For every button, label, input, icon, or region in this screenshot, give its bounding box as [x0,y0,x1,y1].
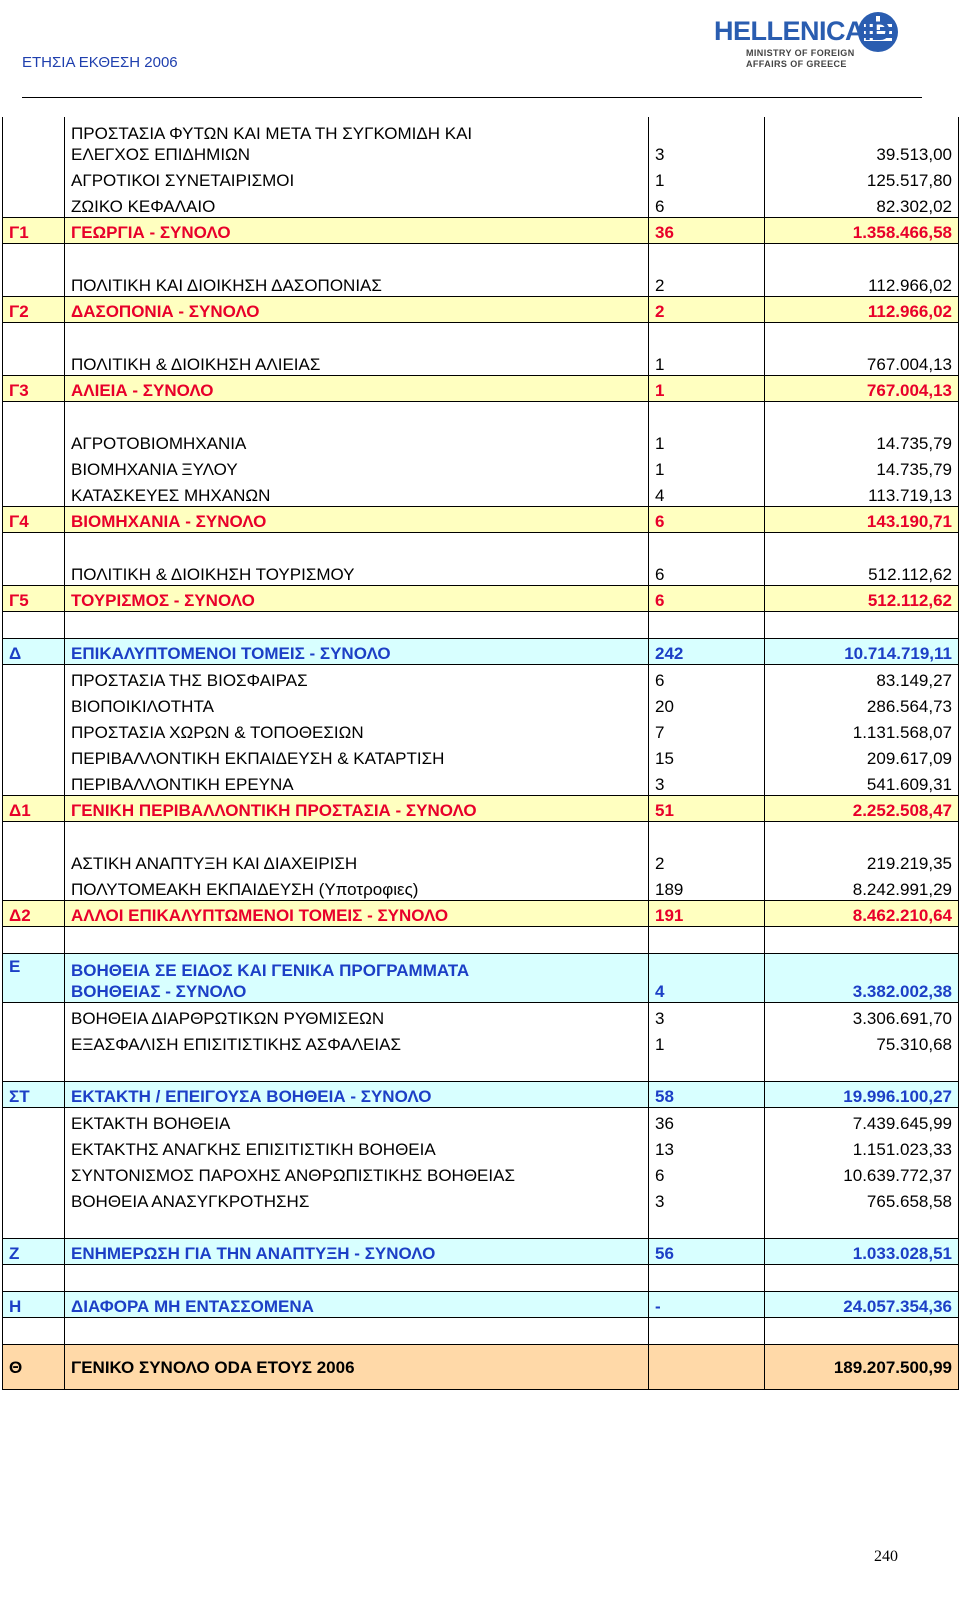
row-label: ΕΚΤΑΚΤΗΣ ΑΝΑΓΚΗΣ ΕΠΙΣΙΤΙΣΤΙΚΗ ΒΟΗΘΕΙΑ [65,1134,649,1160]
row-count: 15 [649,743,765,769]
row-amount: 14.735,79 [765,454,959,480]
row-label: ΑΛΛΟΙ ΕΠΙΚΑΛΥΠΤΩΜΕΝΟΙ ΤΟΜΕΙΣ - ΣΥΝΟΛΟ [65,901,649,927]
subtotal-row [3,218,959,244]
logo-subtitle-line-1: MINISTRY OF FOREIGN [746,48,855,58]
hellenicaid-logo [714,8,924,70]
row-code [3,665,65,692]
row-code [3,480,65,507]
row-label: ΤΟΥΡΙΣΜΟΣ - ΣΥΝΟΛΟ [65,586,649,612]
spacer-row [3,533,959,560]
row-amount: 209.617,09 [765,743,959,769]
row-count: 2 [649,848,765,874]
row-amount: 8.462.210,64 [765,901,959,927]
row-code [3,454,65,480]
row-label: ΚΑΤΑΣΚΕΥΕΣ ΜΗΧΑΝΩΝ [65,480,649,507]
table-row [3,665,959,692]
row-code [3,165,65,191]
section-total-row [3,954,959,1003]
spacer-row [3,1055,959,1082]
row-amount: 7.439.645,99 [765,1108,959,1135]
table-row [3,191,959,218]
spacer-row [3,402,959,429]
row-count: 3 [649,117,765,165]
row-label: ΠΡΟΣΤΑΣΙΑ ΤΗΣ ΒΙΟΣΦΑΙΡΑΣ [65,665,649,692]
table-row [3,717,959,743]
row-label: ΑΓΡΟΤΟΒΙΟΜΗΧΑΝΙΑ [65,428,649,454]
table-row [3,117,959,165]
table-row [3,848,959,874]
table-row [3,769,959,796]
row-code: Θ [3,1345,65,1390]
row-count: 1 [649,376,765,402]
spacer-row [3,1265,959,1292]
section-total-row [3,1239,959,1265]
row-count: 51 [649,796,765,822]
table-row [3,349,959,376]
row-code: Γ2 [3,297,65,323]
spacer-row [3,1318,959,1345]
row-amount: 1.358.466,58 [765,218,959,244]
row-code [3,1160,65,1186]
table-row [3,454,959,480]
subtotal-row [3,297,959,323]
row-label: ΣΥΝΤΟΝΙΣΜΟΣ ΠΑΡΟΧΗΣ ΑΝΘΡΩΠΙΣΤΙΚΗΣ ΒΟΗΘΕΙΑΣ [65,1160,649,1186]
row-amount: 14.735,79 [765,428,959,454]
row-count: 3 [649,1003,765,1030]
row-label: ΒΟΗΘΕΙΑ ΑΝΑΣΥΓΚΡΟΤΗΣΗΣ [65,1186,649,1212]
row-amount: 39.513,00 [765,117,959,165]
row-amount: 143.190,71 [765,507,959,533]
row-amount: 3.306.691,70 [765,1003,959,1030]
row-count: 6 [649,1160,765,1186]
row-label: ΕΝΗΜΕΡΩΣΗ ΓΙΑ ΤΗΝ ΑΝΑΠΤΥΞΗ - ΣΥΝΟΛΟ [65,1239,649,1265]
row-code [3,117,65,165]
row-label: ΒΙΟΠΟΙΚΙΛΟΤΗΤΑ [65,691,649,717]
spacer-row [3,244,959,271]
row-code: Δ1 [3,796,65,822]
row-code: ΣΤ [3,1082,65,1108]
row-amount: 83.149,27 [765,665,959,692]
section-total-row [3,1082,959,1108]
row-amount: 24.057.354,36 [765,1292,959,1318]
table-row [3,428,959,454]
table-row [3,1134,959,1160]
table-row [3,1003,959,1030]
row-code [3,769,65,796]
spacer-row [3,1212,959,1239]
row-label: ΕΚΤΑΚΤΗ ΒΟΗΘΕΙΑ [65,1108,649,1135]
row-label: ΒΟΗΘΕΙΑ ΣΕ ΕΙΔΟΣ ΚΑΙ ΓΕΝΙΚΑ ΠΡΟΓΡΑΜΜΑΤΑ ΒΟΗΘΕΙΑΣ - ΣΥΝΟΛΟ [65,954,649,1003]
row-count: 56 [649,1239,765,1265]
row-count: 6 [649,586,765,612]
row-count: 189 [649,874,765,901]
oda-sector-table [2,117,959,1390]
row-label: ΠΟΛΙΤΙΚΗ & ΔΙΟΙΚΗΣΗ ΤΟΥΡΙΣΜΟΥ [65,559,649,586]
row-label: ΒΙΟΜΗΧΑΝΙΑ - ΣΥΝΟΛΟ [65,507,649,533]
row-label: ΓΕΝΙΚΗ ΠΕΡΙΒΑΛΛΟΝΤΙΚΗ ΠΡΟΣΤΑΣΙΑ - ΣΥΝΟΛΟ [65,796,649,822]
subtotal-row [3,586,959,612]
row-code: Η [3,1292,65,1318]
row-count: 7 [649,717,765,743]
row-count: 4 [649,480,765,507]
subtotal-row [3,796,959,822]
row-amount: 2.252.508,47 [765,796,959,822]
row-count: 1 [649,349,765,376]
row-count: 20 [649,691,765,717]
row-count: 36 [649,218,765,244]
table-row [3,480,959,507]
row-count: 13 [649,1134,765,1160]
row-code: Γ4 [3,507,65,533]
row-code [3,1003,65,1030]
spacer-row [3,612,959,639]
table-row [3,743,959,769]
row-code: Δ2 [3,901,65,927]
row-amount: 10.639.772,37 [765,1160,959,1186]
row-code [3,848,65,874]
spacer-row [3,927,959,954]
row-code [3,428,65,454]
row-amount: 219.219,35 [765,848,959,874]
row-code [3,743,65,769]
header-rule [22,97,922,98]
table-row [3,874,959,901]
row-label: ΕΚΤΑΚΤΗ / ΕΠΕΙΓΟΥΣΑ ΒΟΗΘΕΙΑ - ΣΥΝΟΛΟ [65,1082,649,1108]
row-code [3,1029,65,1055]
row-count: 36 [649,1108,765,1135]
row-count: 2 [649,297,765,323]
row-code [3,191,65,218]
row-label: ΠΟΛΙΤΙΚΗ ΚΑΙ ΔΙΟΙΚΗΣΗ ΔΑΣΟΠΟΝΙΑΣ [65,270,649,297]
row-code: Ε [3,954,65,1003]
row-label: ΑΓΡΟΤΙΚΟΙ ΣΥΝΕΤΑΙΡΙΣΜΟΙ [65,165,649,191]
row-amount: 75.310,68 [765,1029,959,1055]
row-code: Γ3 [3,376,65,402]
row-label: ΒΟΗΘΕΙΑ ΔΙΑΡΘΡΩΤΙΚΩΝ ΡΥΘΜΙΣΕΩΝ [65,1003,649,1030]
row-amount: 767.004,13 [765,349,959,376]
row-label: ΖΩΙΚΟ ΚΕΦΑΛΑΙΟ [65,191,649,218]
grand-total-row [3,1345,959,1390]
row-code [3,1108,65,1135]
section-total-row [3,1292,959,1318]
row-label: ΑΛΙΕΙΑ - ΣΥΝΟΛΟ [65,376,649,402]
row-count: 58 [649,1082,765,1108]
row-code: Δ [3,639,65,665]
row-label: ΠΡΟΣΤΑΣΙΑ ΧΩΡΩΝ & ΤΟΠΟΘΕΣΙΩΝ [65,717,649,743]
row-amount: 1.033.028,51 [765,1239,959,1265]
subtotal-row [3,507,959,533]
row-code [3,559,65,586]
row-amount: 82.302,02 [765,191,959,218]
table-row [3,559,959,586]
row-label: ΔΙΑΦΟΡΑ ΜΗ ΕΝΤΑΣΣΟΜΕΝΑ [65,1292,649,1318]
table-row [3,270,959,297]
row-amount: 512.112,62 [765,559,959,586]
table-row [3,1029,959,1055]
page-number: 240 [874,1548,898,1565]
row-amount: 541.609,31 [765,769,959,796]
row-label: ΑΣΤΙΚΗ ΑΝΑΠΤΥΞΗ ΚΑΙ ΔΙΑΧΕΙΡΙΣΗ [65,848,649,874]
row-label: ΠΕΡΙΒΑΛΛΟΝΤΙΚΗ ΕΚΠΑΙΔΕΥΣΗ & ΚΑΤΑΡΤΙΣΗ [65,743,649,769]
report-title: ΕΤΗΣΙΑ ΕΚΘΕΣΗ 2006 [22,54,178,71]
row-code [3,349,65,376]
row-code [3,1186,65,1212]
row-amount: 113.719,13 [765,480,959,507]
row-amount: 765.658,58 [765,1186,959,1212]
row-label: ΓΕΩΡΓΙΑ - ΣΥΝΟΛΟ [65,218,649,244]
row-label: ΠΕΡΙΒΑΛΛΟΝΤΙΚΗ ΕΡΕΥΝΑ [65,769,649,796]
logo-wordmark: HELLENICAID [714,16,890,46]
section-total-row [3,639,959,665]
row-code [3,270,65,297]
row-count: 3 [649,1186,765,1212]
row-code: Ζ [3,1239,65,1265]
row-label: ΠΟΛΙΤΙΚΗ & ΔΙΟΙΚΗΣΗ ΑΛΙΕΙΑΣ [65,349,649,376]
table-row [3,1160,959,1186]
row-amount: 19.996.100,27 [765,1082,959,1108]
row-amount: 1.131.568,07 [765,717,959,743]
row-count: 1 [649,165,765,191]
row-count: 3 [649,769,765,796]
spacer-row [3,323,959,350]
row-amount: 10.714.719,11 [765,639,959,665]
row-code: Γ5 [3,586,65,612]
row-amount: 1.151.023,33 [765,1134,959,1160]
row-count: 6 [649,191,765,218]
row-count: 1 [649,428,765,454]
row-code: Γ1 [3,218,65,244]
row-count: 1 [649,1029,765,1055]
row-count: 1 [649,454,765,480]
row-label: ΓΕΝΙΚΟ ΣΥΝΟΛΟ ODA ΕΤΟΥΣ 2006 [65,1345,649,1390]
row-count: 6 [649,559,765,586]
row-count [649,1345,765,1390]
row-count: 191 [649,901,765,927]
row-label: ΕΞΑΣΦΑΛΙΣΗ ΕΠΙΣΙΤΙΣΤΙΚΗΣ ΑΣΦΑΛΕΙΑΣ [65,1029,649,1055]
row-amount: 3.382.002,38 [765,954,959,1003]
logo-subtitle-line-2: AFFAIRS OF GREECE [746,59,847,69]
table-row [3,1108,959,1135]
row-count: 6 [649,665,765,692]
row-label: ΠΡΟΣΤΑΣΙΑ ΦΥΤΩΝ ΚΑΙ ΜΕΤΑ ΤΗ ΣΥΓΚΟΜΙΔΗ ΚΑΙ ΕΛΕΓΧΟΣ ΕΠΙΔΗΜΙΩΝ [65,117,649,165]
row-count: 4 [649,954,765,1003]
row-count: 242 [649,639,765,665]
row-code [3,1134,65,1160]
row-label: ΠΟΛΥΤΟΜΕΑΚΗ ΕΚΠΑΙΔΕΥΣΗ (Υποτροφιες) [65,874,649,901]
row-label: ΒΙΟΜΗΧΑΝΙΑ ΞΥΛΟΥ [65,454,649,480]
subtotal-row [3,901,959,927]
subtotal-row [3,376,959,402]
row-amount: 189.207.500,99 [765,1345,959,1390]
row-code [3,691,65,717]
row-amount: 767.004,13 [765,376,959,402]
row-label: ΔΑΣΟΠΟΝΙΑ - ΣΥΝΟΛΟ [65,297,649,323]
table-row [3,1186,959,1212]
row-amount: 112.966,02 [765,297,959,323]
row-code [3,874,65,901]
row-amount: 112.966,02 [765,270,959,297]
row-amount: 286.564,73 [765,691,959,717]
row-amount: 8.242.991,29 [765,874,959,901]
spacer-row [3,822,959,849]
table-row [3,165,959,191]
row-amount: 512.112,62 [765,586,959,612]
row-count: - [649,1292,765,1318]
table-row [3,691,959,717]
row-count: 2 [649,270,765,297]
row-code [3,717,65,743]
row-count: 6 [649,507,765,533]
row-amount: 125.517,80 [765,165,959,191]
row-label: ΕΠΙΚΑΛΥΠΤΟΜΕΝΟΙ ΤΟΜΕΙΣ - ΣΥΝΟΛΟ [65,639,649,665]
